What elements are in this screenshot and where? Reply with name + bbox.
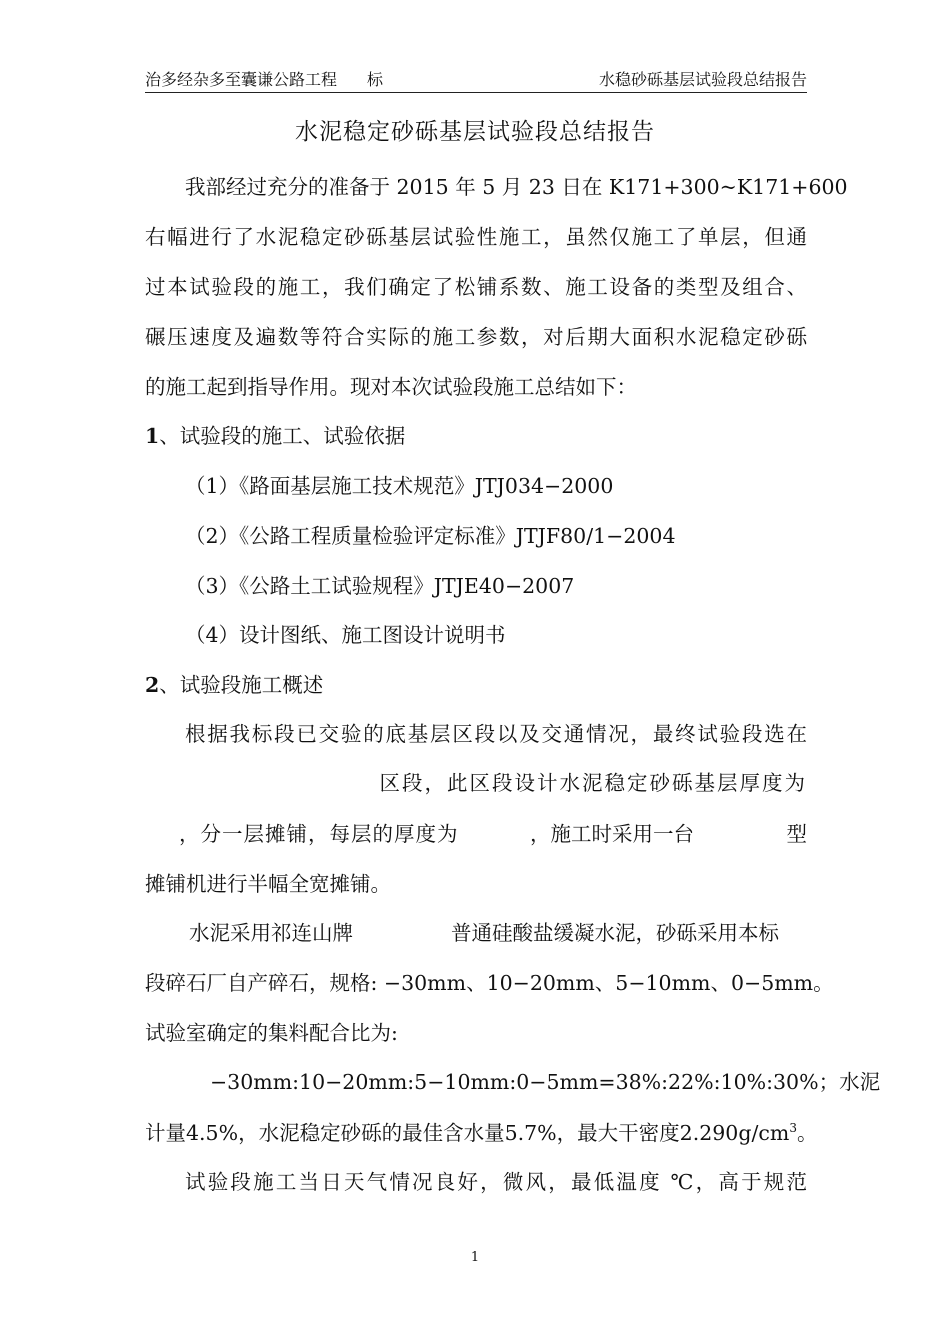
header-project-name [145, 70, 383, 90]
running-header [145, 70, 807, 93]
reference-item-2: （2）《公路工程质量检验评定标准》JTJF80/1−2004 [185, 524, 676, 548]
material-line-1-part-2: 普通硅酸盐缓凝水泥，砂砾采用本标 [451, 921, 779, 945]
overview-line-1: 根据我标段已交验的底基层区段以及交通情况，最终试验段选在 [185, 722, 807, 746]
intro-line-2: 右幅进行了水泥稳定砂砾基层试验性施工，虽然仅施工了单层，但通 [145, 225, 807, 249]
mix-ratio-line-2-text: 计量4.5%，水泥稳定砂砾的最佳含水量5.7%，最大干密度2.290g/cm [145, 1121, 790, 1145]
document-title: 水泥稳定砂砾基层试验段总结报告 [295, 119, 655, 145]
section-2-number: 2 [145, 673, 160, 697]
weather-line-1: 试验段施工当日天气情况良好，微风，最低温度 ℃，高于规范 [185, 1170, 807, 1194]
reference-item-1: （1）《路面基层施工技术规范》JTJ034−2000 [185, 474, 614, 498]
section-1-number: 1 [145, 424, 160, 448]
section-1-title: 、试验段的施工、试验依据 [159, 424, 406, 448]
page-number: 1 [470, 1250, 480, 1265]
overview-line-2: 区段，此区段设计水泥稳定砂砾基层厚度为 [379, 771, 807, 795]
header-section-label: 标 [367, 70, 384, 89]
material-line-2: 段碎石厂自产碎石，规格: −30mm、10−20mm、5−10mm、0−5mm。 [145, 971, 834, 995]
overview-line-3-part-3: 型 [786, 822, 807, 846]
intro-line-1: 我部经过充分的准备于 2015 年 5 月 23 日在 K171+300~K171+600 [185, 175, 848, 199]
reference-item-3: （3）《公路土工试验规程》JTJE40−2007 [185, 574, 575, 598]
section-2-heading [145, 670, 807, 700]
mix-ratio-line-2-end: 。 [796, 1121, 818, 1145]
header-report-name: 水稳砂砾基层试验段总结报告 [598, 70, 807, 89]
header-project-text: 治多经杂多至囊谦公路工程 [145, 70, 338, 89]
overview-line-3-part-2: ，施工时采用一台 [530, 822, 694, 846]
reference-item-4: （4）设计图纸、施工图设计说明书 [185, 623, 506, 647]
material-line-1-part-1: 水泥采用祁连山牌 [189, 921, 353, 945]
cubic-superscript: 3 [789, 1121, 797, 1136]
mix-ratio-line-2 [145, 1118, 818, 1148]
overview-line-4: 摊铺机进行半幅全宽摊铺。 [145, 872, 391, 896]
mix-ratio-line-1: −30mm:10−20mm:5−10mm:0−5mm=38%:22%:10%:30%；水泥 [210, 1070, 881, 1094]
intro-line-4: 碾压速度及遍数等符合实际的施工参数，对后期大面积水泥稳定砂砾 [145, 325, 807, 349]
section-1-heading [145, 421, 807, 451]
intro-line-3: 过本试验段的施工，我们确定了松铺系数、施工设备的类型及组合、 [145, 275, 807, 299]
overview-line-3-part-1: ，分一层摊铺，每层的厚度为 [179, 822, 459, 846]
section-2-title: 、试验段施工概述 [159, 673, 324, 697]
material-line-3: 试验室确定的集料配合比为: [145, 1021, 398, 1045]
intro-line-5: 的施工起到指导作用。现对本次试验段施工总结如下： [145, 375, 637, 399]
